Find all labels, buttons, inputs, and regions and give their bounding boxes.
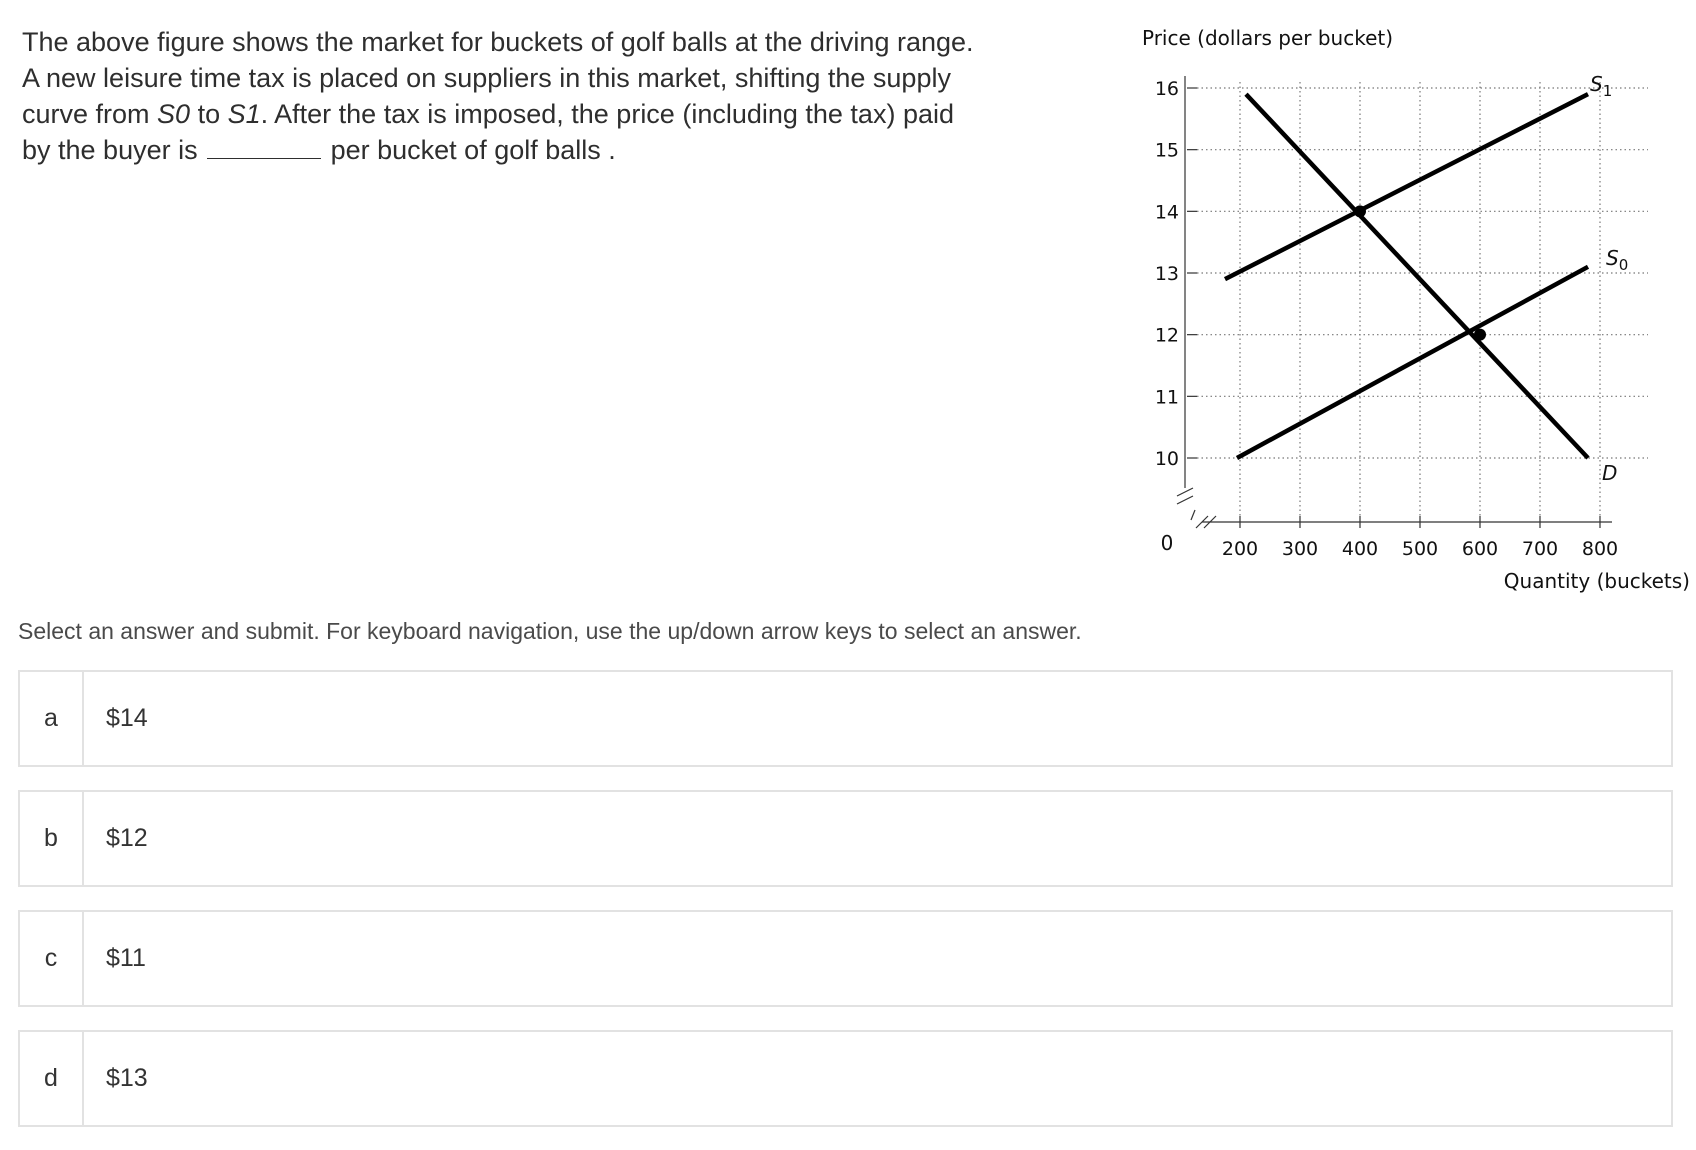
y-tick-label: 11 (1154, 386, 1179, 409)
x-tick-label: 700 (1521, 538, 1559, 560)
equilibrium-point (1354, 205, 1366, 217)
chart-labels (1590, 72, 1628, 485)
option-c[interactable] (18, 910, 1673, 1007)
y-tick-label: 14 (1154, 201, 1179, 224)
option-text: $12 (106, 824, 148, 852)
option-text: $11 (106, 944, 146, 972)
y-tick-label: 12 (1154, 324, 1179, 347)
chart-axes (1155, 76, 1618, 560)
instructions: Select an answer and submit. For keyboard navigation, use the up/down arrow keys to select an answer. (18, 618, 1082, 644)
chart-svg (1080, 0, 1696, 610)
question-s0: S0 (157, 99, 191, 129)
curve-label-s1: $S_1$ (1590, 72, 1613, 101)
y-tick-label: 15 (1154, 139, 1179, 162)
question-part-4: per bucket of golf balls . (323, 135, 616, 165)
question-part-3: . After the tax is imposed, the price (including the tax) paid by the buyer is (22, 99, 954, 165)
curve-label-s0: $S_0$ (1606, 245, 1629, 274)
option-letter: c (20, 912, 84, 1005)
question-part-2: to (190, 99, 228, 129)
series-line-s1 (1225, 94, 1588, 279)
curve-label-subscript: 1 (1602, 82, 1613, 101)
option-text: $14 (106, 704, 148, 732)
option-d[interactable] (18, 1030, 1673, 1127)
x-tick-label: 300 (1281, 538, 1319, 560)
option-a[interactable] (18, 670, 1673, 767)
y-tick-label: 16 (1154, 78, 1179, 100)
option-b[interactable] (18, 790, 1673, 887)
question-s1: S1 (227, 99, 261, 129)
supply-demand-chart (1080, 0, 1696, 610)
y-axis-line-lower (1191, 510, 1195, 520)
question-part-1: The above figure shows the market for buckets of golf balls at the driving range. A new leisure time tax is placed on suppliers in this market, shifting the supply curve from (22, 27, 974, 129)
x-tick-label: 600 (1461, 538, 1499, 560)
series-line-d (1246, 94, 1588, 458)
option-letter: b (20, 792, 84, 885)
y-tick-label: 13 (1154, 263, 1179, 285)
y-axis-break (1177, 488, 1193, 496)
answer-blank (207, 132, 321, 159)
option-letter: d (20, 1032, 84, 1125)
origin-label: 0 (1160, 531, 1174, 555)
equilibrium-point (1474, 329, 1486, 341)
x-tick-label: 400 (1341, 538, 1379, 560)
x-tick-label: 200 (1221, 538, 1259, 560)
y-tick-label: 10 (1154, 448, 1179, 470)
option-text: $13 (106, 1064, 148, 1092)
question-text (22, 24, 982, 168)
x-tick-label: 500 (1401, 538, 1439, 560)
option-letter: a (20, 672, 84, 765)
x-axis-label: Quantity (buckets) (1503, 569, 1690, 593)
curve-label-subscript: 0 (1618, 255, 1629, 274)
x-tick-label: 800 (1581, 538, 1619, 560)
chart-series (1225, 94, 1588, 458)
answer-options (18, 670, 1673, 1150)
y-axis-break (1177, 496, 1193, 504)
curve-label-d: D (1602, 461, 1618, 485)
y-axis-label: Price (dollars per bucket) (1142, 26, 1394, 50)
series-line-s0 (1237, 267, 1588, 458)
